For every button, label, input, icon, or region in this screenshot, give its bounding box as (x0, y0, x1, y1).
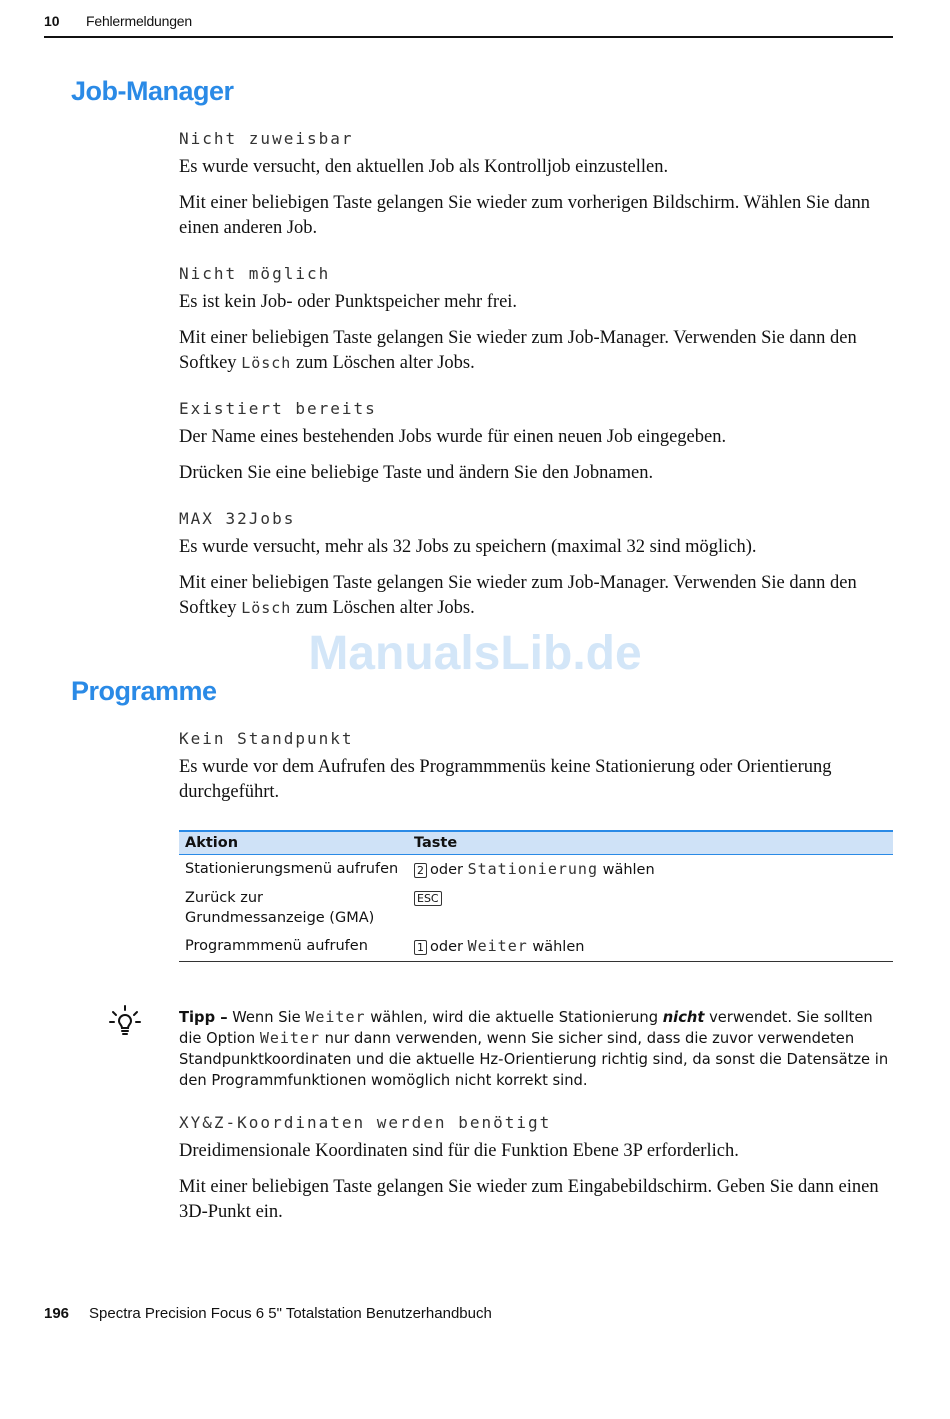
text-span: zum Löschen alter Jobs. (295, 598, 475, 618)
message-text (179, 326, 895, 376)
action-cell: Stationierungsmenü aufrufen (185, 861, 399, 877)
chapter-number: 10 (44, 13, 60, 29)
option-label: Stationierung (467, 860, 598, 878)
softkey-label: Lösch (241, 599, 292, 617)
option-label: Weiter (259, 1029, 320, 1047)
text-span: oder (430, 862, 463, 878)
action-table (179, 830, 893, 962)
option-label: Weiter (467, 937, 528, 955)
softkey-label: Lösch (241, 354, 292, 372)
jm-message-3 (179, 399, 895, 486)
message-text: Der Name eines bestehenden Jobs wurde für einen neuen Job eingegeben. (179, 427, 727, 447)
action-cell: Programmmenü aufrufen (179, 932, 408, 962)
text-span: Mit einer beliebigen Taste gelangen Sie wieder zum Job-Manager. Verwenden Sie dann den Softkey (179, 328, 857, 373)
column-header-action: Aktion (179, 831, 408, 855)
text-span: Mit einer beliebigen Taste gelangen Sie wieder zum Job-Manager. Verwenden Sie dann den Softkey (179, 573, 857, 618)
jm-message-1 (179, 129, 895, 241)
table-row (179, 932, 893, 962)
emphasis-text: nicht (662, 1009, 705, 1026)
pr-message-1 (179, 729, 895, 805)
text-span: oder (430, 939, 463, 955)
table-row (179, 855, 893, 885)
message-text (179, 571, 895, 621)
text-span: wählen, wird die aktuelle Stationierung (370, 1009, 659, 1026)
key-cell (408, 855, 893, 885)
message-code: XY&Z-Koordinaten werden benötigt (179, 1113, 552, 1132)
text-span: wählen (602, 862, 655, 878)
tip-label: Tipp – (179, 1009, 228, 1026)
message-text: Mit einer beliebigen Taste gelangen Sie wieder zum vorherigen Bildschirm. Wählen Sie dann einen anderen Job. (179, 193, 871, 238)
action-cell: Zurück zur Grundmessanzeige (GMA) (185, 890, 375, 926)
pr-message-2 (179, 1113, 895, 1225)
message-code: Nicht zuweisbar (179, 129, 354, 148)
message-code: MAX 32Jobs (179, 509, 296, 528)
lightbulb-icon (108, 1004, 142, 1040)
text-span: verwendet. Sie sollten die Option (179, 1009, 873, 1047)
message-code: Nicht möglich (179, 264, 331, 283)
page-header (44, 12, 893, 38)
column-header-key: Taste (408, 831, 893, 855)
table-row (179, 884, 893, 932)
text-span: wählen (532, 939, 585, 955)
text-span: nur dann verwenden, wenn Sie sicher sind, dass die zuvor verwendeten Standpunktkoordinaten und die aktuelle Hz-Orientierung richtig sind, da sonst die Datensätze in den Programmfunktionen womöglich nicht korrekt sind. (179, 1030, 889, 1089)
text-span: zum Löschen alter Jobs. (295, 353, 475, 373)
section-title-programme: Programme (71, 676, 217, 706)
option-label: Weiter (305, 1008, 366, 1026)
message-text: Es wurde versucht, den aktuellen Job als Kontrolljob einzustellen. (179, 157, 669, 177)
text-span: Wenn Sie (232, 1009, 301, 1026)
section-title-job-manager: Job-Manager (71, 76, 234, 106)
page-footer (44, 1305, 492, 1322)
jm-message-2 (179, 264, 895, 376)
message-text: Es wurde versucht, mehr als 32 Jobs zu speichern (maximal 32 sind möglich). (179, 537, 757, 557)
message-text: Es ist kein Job- oder Punktspeicher mehr frei. (179, 292, 518, 312)
key-2-icon: 2 (414, 863, 427, 878)
page-number: 196 (44, 1305, 70, 1322)
chapter-title: Fehlermeldungen (86, 13, 192, 29)
tip-box (179, 1007, 895, 1091)
key-cell (408, 932, 893, 962)
message-text: Dreidimensionale Koordinaten sind für die Funktion Ebene 3P erforderlich. (179, 1141, 739, 1161)
watermark: ManualsLib.de (308, 627, 642, 680)
table-header-row (179, 831, 893, 855)
book-title: Spectra Precision Focus 6 5" Totalstation Benutzerhandbuch (89, 1305, 492, 1322)
jm-message-4 (179, 509, 895, 621)
message-code: Kein Standpunkt (179, 729, 354, 748)
message-text: Es wurde vor dem Aufrufen des Programmmenüs keine Stationierung oder Orientierung durchgeführt. (179, 757, 832, 802)
esc-key-icon: ESC (414, 891, 442, 906)
key-1-icon: 1 (414, 940, 427, 955)
key-cell (408, 884, 893, 932)
message-code: Existiert bereits (179, 399, 377, 418)
message-text: Drücken Sie eine beliebige Taste und ändern Sie den Jobnamen. (179, 463, 654, 483)
message-text: Mit einer beliebigen Taste gelangen Sie wieder zum Eingabebildschirm. Geben Sie dann einen 3D-Punkt ein. (179, 1177, 879, 1222)
